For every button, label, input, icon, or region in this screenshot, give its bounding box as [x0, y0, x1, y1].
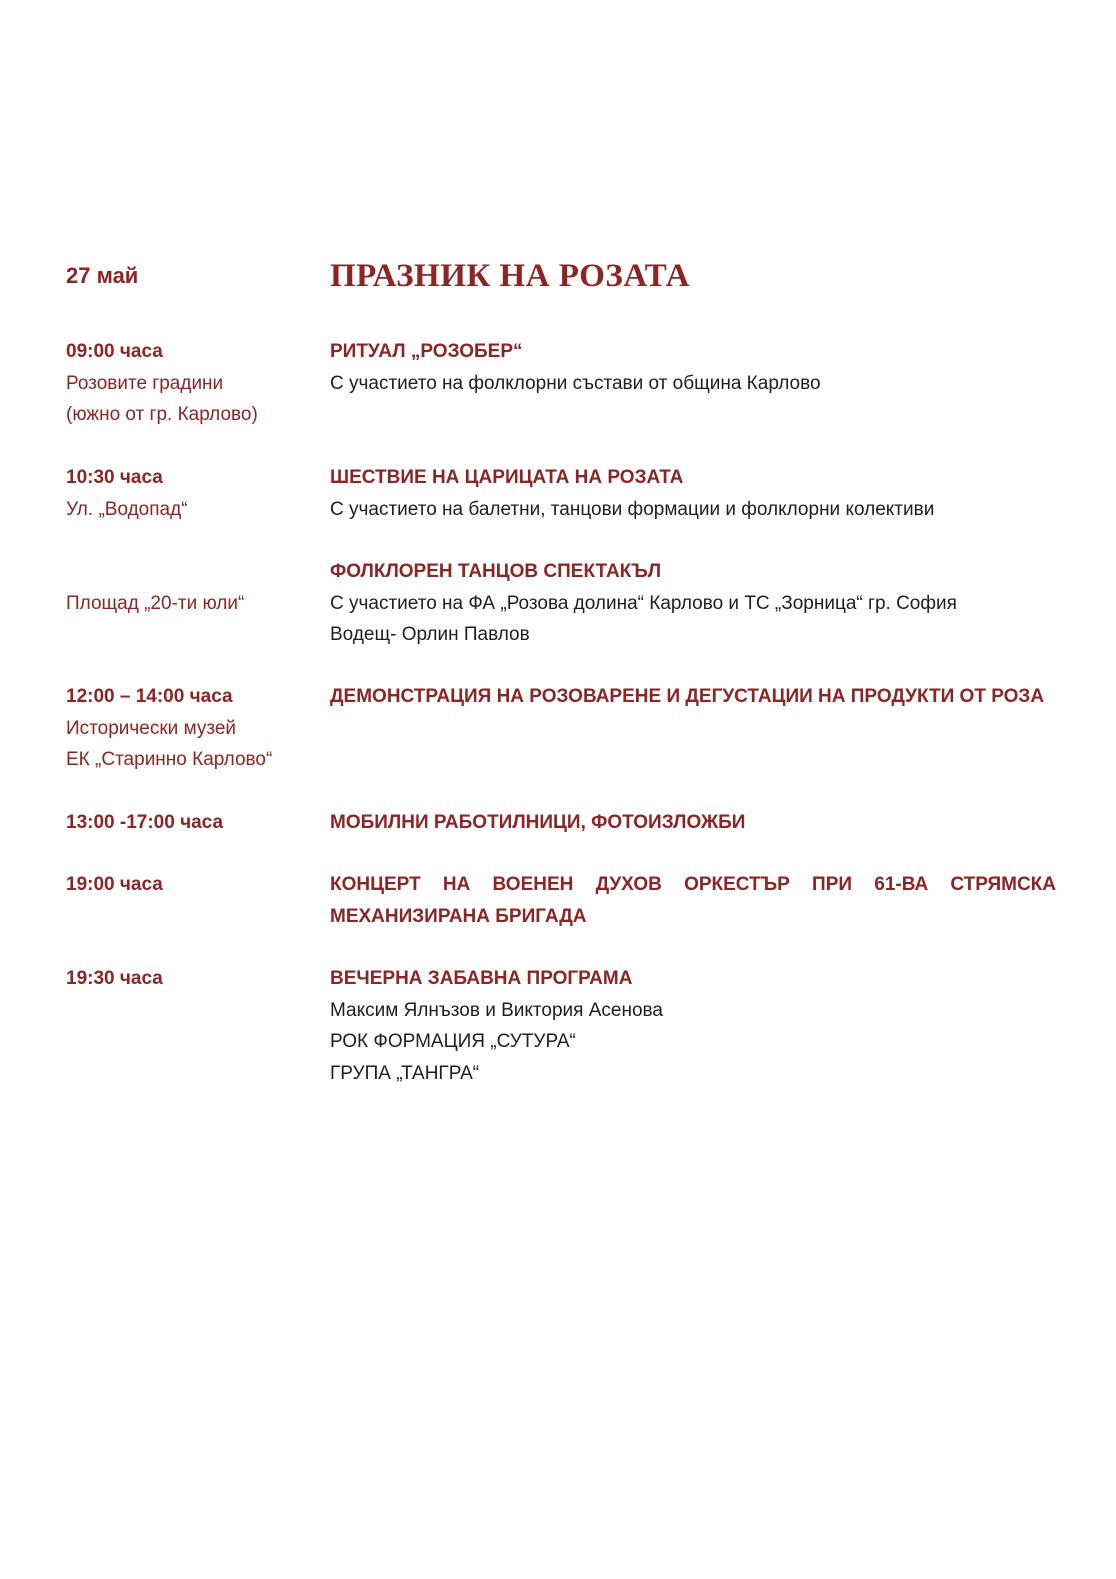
event-time: 10:30 часа — [66, 467, 163, 488]
event-title: ДЕМОНСТРАЦИЯ НА РОЗОВАРЕНЕ И ДЕГУСТАЦИИ НА ПРОДУКТИ ОТ РОЗА — [330, 686, 1045, 707]
event-title-line2: МЕХАНИЗИРАНА БРИГАДА — [330, 905, 587, 927]
title-word: ВОЕНЕН — [492, 874, 574, 895]
event-title: РИТУАЛ „РОЗОБЕР“ — [330, 341, 523, 362]
title-word: КОНЦЕРТ — [330, 874, 421, 895]
title-word: СТРЯМСКА — [950, 874, 1056, 895]
event-location: Площад „20-ти юли“ — [66, 592, 245, 614]
event-location: Ул. „Водопад“ — [66, 498, 188, 520]
event-location: Исторически музей — [66, 717, 237, 739]
event-title — [330, 869, 1056, 901]
event-detail: РОК ФОРМАЦИЯ „СУТУРА“ — [330, 1031, 576, 1052]
event-location: (южно от гр. Карлово) — [66, 404, 258, 425]
event-detail: С участието на ФА „Розова долина“ Карлово и ТС „Зорница“ гр. София — [330, 592, 957, 614]
program-date: 27 май — [66, 263, 139, 288]
event-time: 09:00 часа — [66, 341, 163, 362]
event-title: МОБИЛНИ РАБОТИЛНИЦИ, ФОТОИЗЛОЖБИ — [330, 812, 746, 833]
event-time: 12:00 – 14:00 часа — [66, 686, 233, 707]
event-detail: Максим Ялнъзов и Виктория Асенова — [330, 999, 663, 1021]
event-time: 19:30 часа — [66, 968, 163, 989]
page-title: ПРАЗНИК НА РОЗАТА — [330, 258, 690, 294]
event-detail: Водещ- Орлин Павлов — [330, 624, 530, 645]
title-word: ДУХОВ — [595, 874, 662, 895]
event-location: Розовите градини — [66, 372, 224, 394]
event-time: 19:00 часа — [66, 874, 163, 895]
event-detail: С участието на фолклорни състави от община Карлово — [330, 372, 821, 394]
event-detail: С участието на балетни, танцови формации и фолклорни колективи — [330, 498, 935, 520]
event-detail: ГРУПА „ТАНГРА“ — [330, 1062, 480, 1084]
event-title: ВЕЧЕРНА ЗАБАВНА ПРОГРАМА — [330, 968, 633, 989]
event-title: ШЕСТВИЕ НА ЦАРИЦАТА НА РОЗАТА — [330, 467, 684, 488]
title-word: 61-ВА — [874, 874, 929, 895]
event-location: ЕК „Старинно Карлово“ — [66, 749, 273, 770]
title-word: ПРИ — [812, 874, 853, 895]
event-time: 13:00 -17:00 часа — [66, 812, 224, 833]
title-word: ОРКЕСТЪР — [684, 874, 790, 895]
event-title: ФОЛКЛОРЕН ТАНЦОВ СПЕКТАКЪЛ — [330, 561, 662, 582]
title-word: НА — [442, 874, 471, 895]
